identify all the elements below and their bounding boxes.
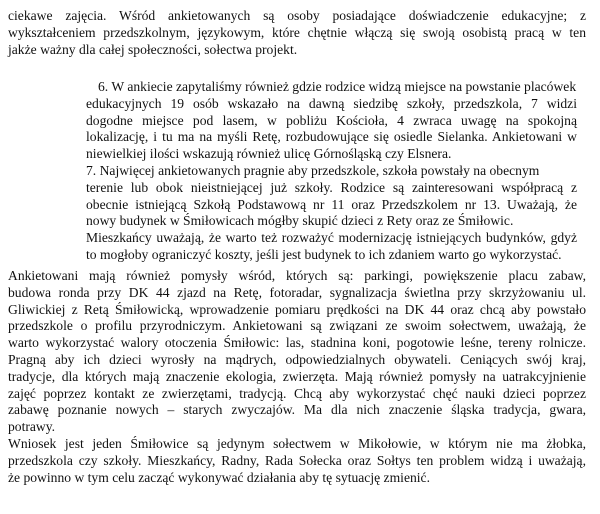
list-item-7 — [86, 163, 577, 264]
text-line: obecnie istniejącą Szkołą Podstawową nr 11 oraz Przedszkolem nr 13. Uważają, że — [86, 196, 577, 212]
text-line: potrawy. — [8, 419, 56, 435]
text-line: to mogłoby ograniczyć koszty, jeśli jest budynek to ich zdaniem warto go wykorzystać. — [86, 246, 562, 262]
text-line: przedszkole o profilu przyrodniczym. Ankietowani są związani ze swoim sołectwem, uważają, że — [8, 318, 586, 334]
text-line: warto wykorzystać walory otoczenia Śmiłowic: las, stadnina koni, pogotowie leśne, tereny rolnicze. — [8, 335, 586, 351]
paragraph-intro — [8, 8, 586, 58]
text-line: tradycje, dla których mają znaczenie ekologia, zwierzęta. Mają również pomysły na uatrakcyjnienie — [8, 368, 586, 384]
list-item-6 — [86, 79, 577, 163]
text-line: jakże ważny dla całej społeczności, sołectwa projekt. — [8, 41, 298, 57]
text-line: budowa ronda przy DK 44 zjazd na Retę, fotoradar, sygnalizacja świetlna przy skrzyżowaniu ul. — [8, 284, 586, 300]
text-line: 7. Najwięcej ankietowanych pragnie aby przedszkole, szkoła powstały na obecnym — [86, 163, 540, 178]
text-line: dogodne miejsce pod lasem, w pobliżu Kościoła, 4 zwraca uwagę na spokojną — [86, 112, 577, 128]
text-line: terenie lub obok nieistniejącej już szkoły. Rodzice są zainteresowani współpracą z — [86, 179, 577, 195]
text-line: że powinno w tym celu zacząć wykonywać działania aby tę sytuację zmienić. — [8, 469, 430, 485]
text-line: lokalizację, i tu ma na myśli Retę, rozbudowujące się osiedle Sielanka. Ankietowani w — [86, 129, 577, 145]
text-line: Wniosek jest jeden Śmiłowice są jedynym sołectwem w Mikołowie, w którym nie ma żłobka, — [8, 436, 586, 451]
paragraph-conclusion — [8, 436, 586, 486]
text-line: Pragną aby ich dzieci wyrosły na mądrych, odpowiedzialnych obywateli. Ceniących swój kraj, — [8, 351, 586, 367]
text-line: edukacyjnych 19 osób wskazało na dawną siedzibę szkoły, przedszkola, 7 widzi — [86, 95, 577, 111]
text-line: 6. W ankiecie zapytaliśmy również gdzie rodzice widzą miejsce na powstanie placówek — [98, 79, 577, 94]
text-line: nowy budynek w Śmiłowicach mógłby skupić dzieci z Rety oraz ze Śmiłowic. — [86, 213, 514, 229]
paragraph-ideas — [8, 268, 586, 436]
text-line: Gliwickiej z Retą Śmiłowicką, wprowadzenie pomiaru prędkości na DK 44 oraz chcą aby powstało — [8, 301, 586, 317]
text-line: Mieszkańcy uważają, że warto też rozważyć modernizację istniejących budynków, gdyż — [86, 230, 577, 246]
text-line: niewielkiej ilości wskazują również ulicę Górnośląską czy Elsnera. — [86, 146, 452, 162]
text-line: ciekawe zajęcia. Wśród ankietowanych są osoby posiadające doświadczenie edukacyjne; z — [8, 8, 586, 23]
text-line: zajęć poprzez kontakt ze zwierzętami, tradycją. Chcą aby wykorzystać chęć nauki dzieci poprzez — [8, 385, 586, 401]
text-line: Ankietowani mają również pomysły wśród, których są: parkingi, powiększenie placu zabaw, — [8, 268, 586, 283]
text-line: przedszkola czy szkoły. Mieszkańcy, Radny, Rada Sołecka oraz Sołtys ten problem widzą i uważają, — [8, 452, 586, 468]
text-line: zabawę poznanie nowych – starych zwyczajów. Ma dla nich znaczenie śląska tradycja, gwara, — [8, 402, 586, 418]
text-line: wykształceniem przedszkolnym, językowym, które chętnie włączą się swoją osobistą pracą w ten — [8, 24, 586, 40]
